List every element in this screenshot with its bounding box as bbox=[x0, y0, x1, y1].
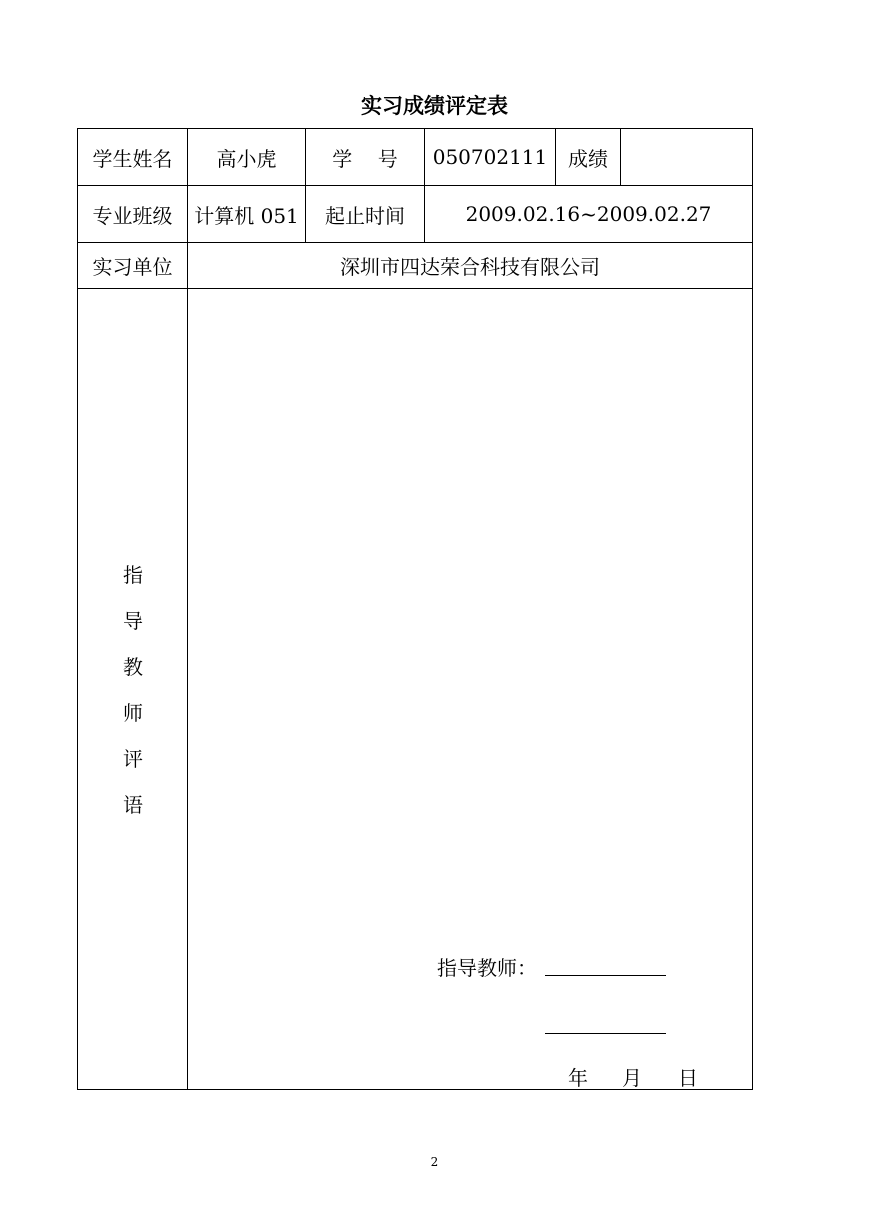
table-border-right bbox=[752, 128, 753, 1090]
date-year-label: 年 bbox=[568, 1066, 588, 1090]
page-number: 2 bbox=[430, 1155, 439, 1169]
table-border-bottom bbox=[77, 1089, 753, 1090]
teacher-signature-line bbox=[545, 975, 666, 976]
class-label: 专业班级 bbox=[92, 203, 173, 228]
class-value: 计算机 051 bbox=[194, 203, 299, 228]
teacher-signature-label: 指导教师： bbox=[437, 956, 537, 980]
period-value: 2009.02.16~2009.02.27 bbox=[465, 202, 712, 226]
period-label: 起止时间 bbox=[325, 203, 405, 228]
comment-label-char: 指 bbox=[123, 563, 143, 587]
comment-label-char: 评 bbox=[123, 747, 143, 771]
date-month-label: 月 bbox=[622, 1066, 642, 1090]
internship-unit-value: 深圳市四达荣合科技有限公司 bbox=[340, 255, 600, 279]
date-day-label: 日 bbox=[678, 1066, 698, 1090]
comment-label-char: 教 bbox=[123, 655, 143, 679]
teacher-comment-label bbox=[78, 552, 188, 828]
student-name-value: 高小虎 bbox=[216, 146, 277, 171]
second-signature-line bbox=[545, 1033, 666, 1034]
score-label: 成绩 bbox=[568, 146, 608, 171]
score-value bbox=[621, 129, 752, 185]
comment-label-char: 导 bbox=[123, 609, 143, 633]
student-id-label: 学 号 bbox=[332, 146, 398, 171]
student-name-label: 学生姓名 bbox=[92, 146, 173, 171]
internship-unit-label: 实习单位 bbox=[92, 255, 173, 279]
student-id-value: 050702111 bbox=[432, 145, 548, 169]
comment-label-char: 师 bbox=[123, 701, 143, 725]
page-title: 实习成绩评定表 bbox=[361, 94, 508, 118]
comment-label-char: 语 bbox=[123, 793, 143, 817]
